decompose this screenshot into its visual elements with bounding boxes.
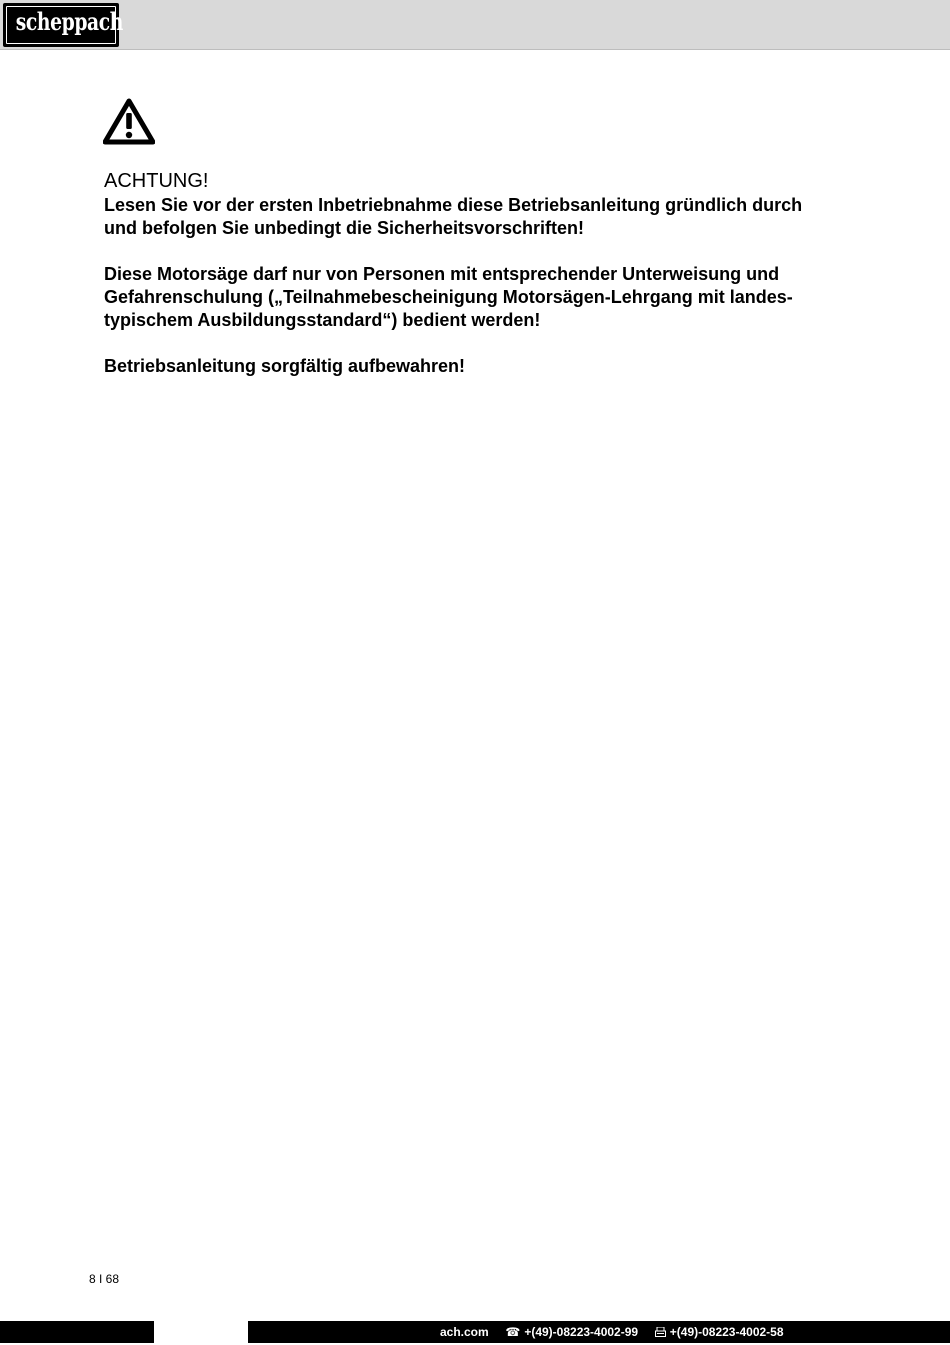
notice-title: ACHTUNG!	[104, 170, 209, 192]
paragraph-line: Gefahrenschulung („Teilnahmebescheinigung Motorsägen-Lehrgang mit landes-	[104, 287, 793, 307]
notice-paragraph-qualified-persons	[104, 263, 874, 332]
paragraph-line: Betriebsanleitung sorgfältig aufbewahren!	[104, 356, 466, 376]
phone-icon: ☎	[505, 1325, 521, 1339]
page-number: 8 I 68	[89, 1272, 120, 1286]
notice-paragraph-keep-manual	[104, 355, 874, 378]
paragraph-line: Lesen Sie vor der ersten Inbetriebnahme diese Betriebsanleitung gründlich durch	[104, 195, 803, 215]
paragraph-spacer	[104, 240, 874, 263]
warning-notice	[104, 168, 874, 378]
paragraph-line: und befolgen Sie unbedingt die Sicherheitsvorschriften!	[104, 218, 585, 238]
paragraph-line: Diese Motorsäge darf nur von Personen mit entsprechender Unterweisung und	[104, 264, 780, 284]
footer-fax: +(49)-08223-4002-58	[669, 1325, 784, 1339]
footer-website[interactable]: ach.com	[440, 1325, 489, 1339]
header-bar	[0, 0, 950, 50]
paragraph-spacer	[104, 332, 874, 355]
paragraph-line: typischem Ausbildungsstandard“) bedient werden!	[104, 310, 541, 330]
logo-text: scheppach	[15, 7, 124, 36]
footer-bar	[0, 1321, 950, 1343]
brand-logo	[3, 3, 124, 47]
footer-contact	[440, 1324, 784, 1340]
footer-phone: +(49)-08223-4002-99	[524, 1325, 639, 1339]
warning-triangle-icon	[103, 98, 155, 146]
footer-divider	[154, 1321, 248, 1343]
fax-icon	[655, 1324, 666, 1340]
notice-paragraph-read-manual	[104, 194, 874, 240]
